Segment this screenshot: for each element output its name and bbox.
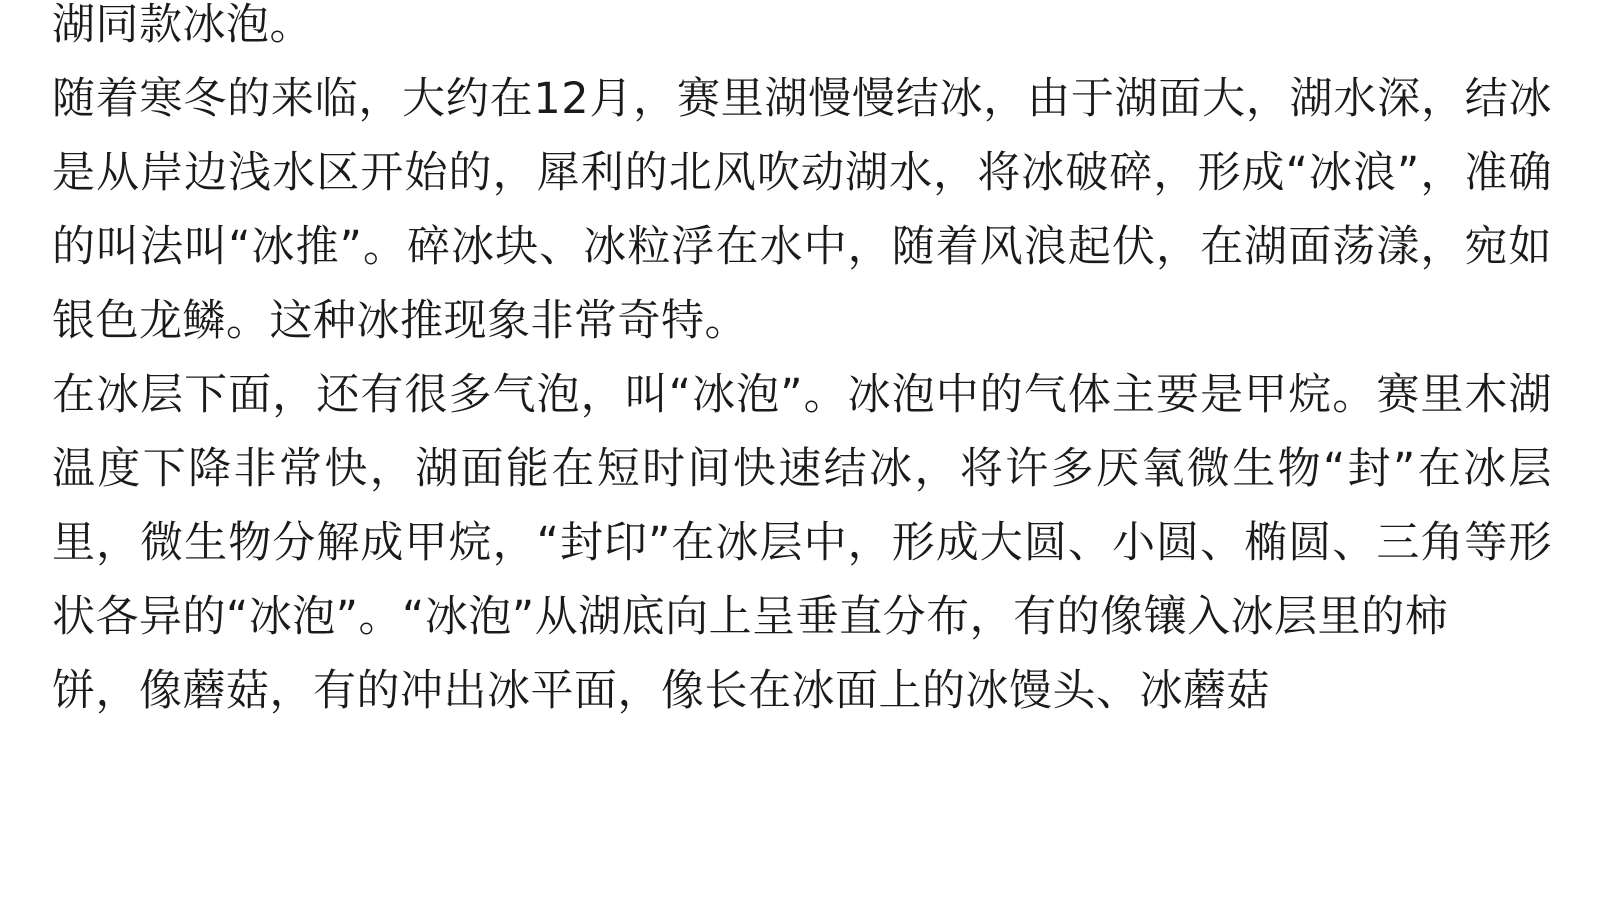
paragraph-1: 湖同款冰泡。 xyxy=(52,0,313,50)
paragraph-2: 随着寒冬的来临，大约在12月，赛里湖慢慢结冰，由于湖面大，湖水深，结冰是从岸边浅水区开始的，犀利的北风吹动湖水，将冰破碎，形成“冰浪”，准确的叫法叫“冰推”。碎冰块、冰粒浮在水中，随着风浪起伏，在湖面荡漾，宛如银色龙鳞。这种冰推现象非常奇特。 xyxy=(52,74,1552,346)
paragraph-3: 在冰层下面，还有很多气泡，叫“冰泡”。冰泡中的气体主要是甲烷。赛里木湖温度下降非常快，湖面能在短时间快速结冰，将许多厌氧微生物“封”在冰层里，微生物分解成甲烷，“封印”在冰层中，形成大圆、小圆、椭圆、三角等形状各异的“冰泡”。“冰泡”从湖底向上呈垂直分布，有的像镶入冰层里的柿 xyxy=(52,370,1552,642)
paragraph-4-partial: 饼，像蘑菇，有的冲出冰平面，像长在冰面上的冰馒头、冰蘑菇 xyxy=(52,666,1270,716)
article-body xyxy=(52,0,1552,728)
